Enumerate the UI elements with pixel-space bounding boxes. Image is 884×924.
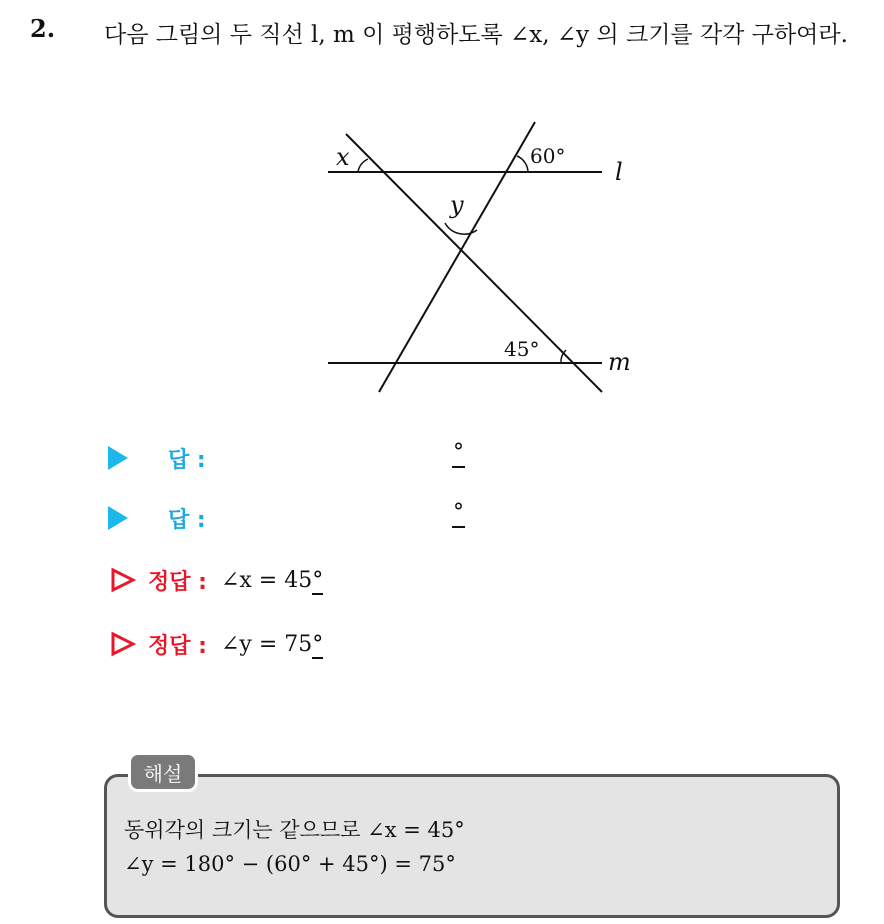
play-arrow-icon (108, 506, 128, 530)
triangle-outline-icon (110, 567, 136, 593)
label-y: y (450, 191, 464, 219)
answer-row-2 (108, 498, 464, 538)
arc-60 (517, 156, 528, 172)
correct-unit: ° (312, 631, 324, 657)
correct-value (221, 568, 323, 593)
label-60: 60° (530, 144, 566, 168)
correct-value (221, 632, 323, 657)
label-line-l: l (615, 158, 623, 186)
label-x: x (336, 143, 350, 171)
label-45: 45° (504, 337, 540, 361)
correct-value-text: ∠x = 45 (220, 567, 313, 593)
answer-row-1 (108, 438, 464, 478)
explanation-line-1: 동위각의 크기는 같으므로 ∠x = 45° (124, 818, 465, 842)
answer-label: 답 : (168, 447, 206, 473)
answer-input[interactable]: ° (452, 440, 465, 468)
correct-value-text: ∠y = 75 (220, 631, 313, 657)
arc-x (358, 159, 368, 172)
answer-label: 답 : (168, 507, 206, 533)
explanation-tab: 해설 (128, 752, 198, 792)
correct-label: 정답 : (148, 633, 207, 659)
triangle-outline-icon (110, 631, 136, 657)
explanation-line-2: ∠y = 180° − (60° + 45°) = 75° (124, 852, 456, 876)
correct-unit: ° (312, 567, 324, 593)
problem-number: 2. (30, 14, 56, 43)
problem-text: 다음 그림의 두 직선 l, m 이 평행하도록 ∠x, ∠y 의 크기를 각각 구하여라. (104, 22, 848, 48)
play-arrow-icon (108, 446, 128, 470)
explanation-box (104, 774, 840, 918)
correct-row-2 (110, 624, 323, 664)
answer-input[interactable]: ° (452, 500, 465, 528)
correct-row-1 (110, 560, 323, 600)
label-line-m: m (608, 348, 631, 376)
correct-label: 정답 : (148, 569, 207, 595)
parallel-lines-figure (320, 110, 650, 400)
arc-y (445, 223, 477, 234)
